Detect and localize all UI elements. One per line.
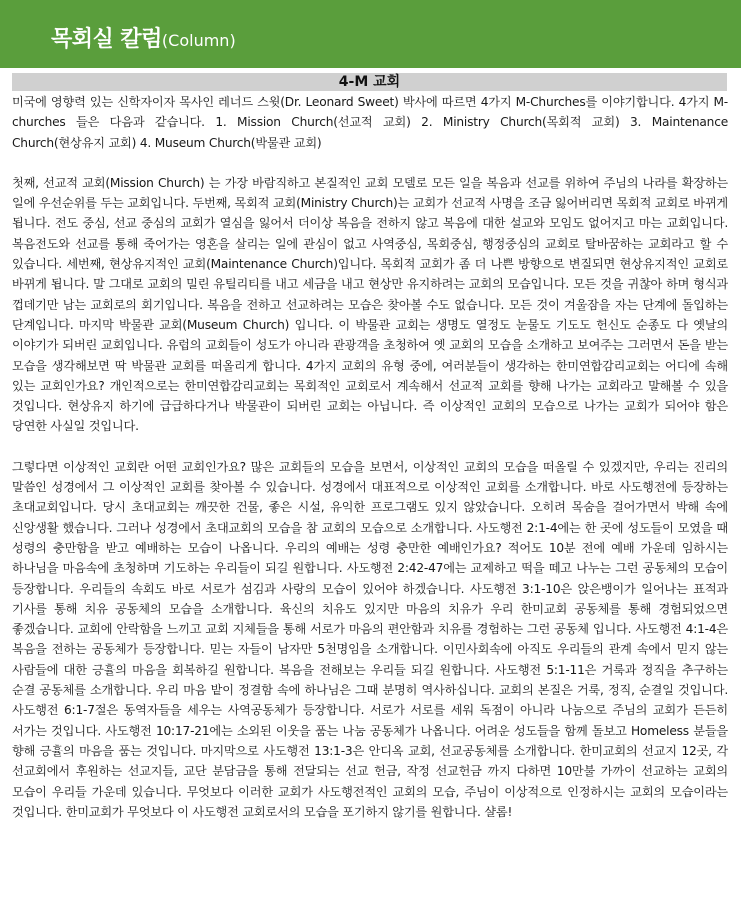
article-paragraph-four-types: 첫째, 선교적 교회(Mission Church) 는 가장 바람직하고 본질적인 교회 모델로 모든 일을 복음과 선교를 위하여 주님의 나라를 확장하는 일에 우선순위를 두는 교회입니다. 두번째, 목회적 교회(Ministry Church)는 교회가 선교적 사명을 조금 잃어버리면 목회적 교회로 바뀌게 됩니다. 전도 중심, 선교 중심의 교회가 열심을 잃어서 더이상 복음을 전하지 않고 복음에 대한 설교와 모임도 없어지고 마는 교회입니다. 복음전도와 선교를 통해 죽어가는 영혼을 살리는 일에 관심이 없고 사역중심, 목회중심, 행정중심의 교회로 탈바꿈하는 교회라고 할 수 있습니다. 세번째, 현상유지적인 교회(Maintenance Church)입니다. 목회적 교회가 좀 더 나쁜 방향으로 변질되면 현상유지적인 교회로 바뀌게 됩니다. 말 그대로 교회의 밀린 유틸리티를 내고 세금을 내고 현상만 유지하려는 교회의 모습입니다. 모든 것을 귀찮아 하며 형식과 껍데기만 남는 교회로의 회기입니다. 복음을 전하고 선교하려는 모습은 찾아볼 수도 없습니다. 모든 것이 겨울잠을 자는 단계에 돌입하는 단계입니다. 마지막 박물관 교회(Museum Church) 입니다. 이 박물관 교회는 생명도 열정도 눈물도 기도도 헌신도 순종도 다 옛날의 이야기가 되버린 교회입니다. 유럽의 교회들이 성도가 아니라 관광객을 초청하여 옛 교회의 모습을 소개하고 보여주는 그러면서 돈을 받는 모습을 생각해보면 딱 박물관 교회를 떠올리게 합니다. 4가지 교회의 유형 중에, 여러분들이 생각하는 한미연합감리교회는 어디에 속해 있는 교회인가요? 개인적으로는 한미연합감리교회는 목회적인 교회로서 계속해서 선교적 교회를 향해 나가는 교회라고 말해볼 수 있을 것입니다. 현상유지 하기에 급급하다거나 박물관이 되버린 교회는 아닙니다. 즉 이상적인 교회의 모습으로 나가는 교회가 되어야 함은 당연한 사실일 것입니다. [12, 175, 728, 434]
article-body [12, 92, 728, 822]
column-title-english: (Column) [161, 31, 236, 50]
article-paragraph-ideal-church: 그렇다면 이상적인 교회란 어떤 교회인가요? 많은 교회들의 모습을 보면서, 이상적인 교회의 모습을 떠올릴 수 있겠지만, 우리는 진리의 말씀인 성경에서 그 이상적인 교회를 찾아볼 수 있습니다. 성경에서 대표적으로 이상적인 교회를 소개합니다. 바로 사도행전에 등장하는 초대교회입니다. 당시 초대교회는 깨끗한 건물, 좋은 시설, 유익한 프로그램도 있지 않았습니다. 오히려 목숨을 걸어가면서 박해 속에 신앙생활 했습니다. 그러나 성경에서 초대교회의 모습을 참 교회의 모습으로 소개합니다. 사도행전 2:1-4에는 한 곳에 성도들이 모였을 때 성령의 충만함을 받고 예배하는 모습이 나옵니다. 우리의 예배는 성령 충만한 예배인가요? 적어도 10분 전에 예배 가운데 임하시는 하나님을 마음속에 초청하며 기도하는 우리들이 되길 원합니다. 사도행전 2:42-47에는 교제하고 떡을 떼고 나누는 그런 공동체의 모습이 등장합니다. 우리들의 속회도 바로 서로가 섬김과 사랑의 모습이 있어야 하겠습니다. 사도행전 3:1-10은 앉은뱅이가 일어나는 표적과 기사를 통해 치유 공동체의 모습을 소개합니다. 육신의 치유도 있지만 마음의 치유가 우리 한미교회 공동체를 통해 경험되었으면 좋겠습니다. 교회에 안락함을 느끼고 교회 지체들을 통해 서로가 마음의 편안함과 치유를 경험하는 그런 공동체 입니다. 사도행전 4:1-4은 복음을 전하는 공동체가 등장합니다. 믿는 자들이 남자만 5천명임을 소개합니다. 이민사회속에 아직도 우리들의 관계 속에서 믿지 않는 사람들에 대한 긍휼의 마음을 회복하길 원합니다. 복음을 전해보는 우리들 되길 원합니다. 사도행전 5:1-11은 거룩과 정직을 추구하는 순결 공동체를 소개합니다. 우리 마음 밭이 정결함 속에 하나님은 그때 분명히 역사하십니다. 교회의 본질은 거룩, 정직, 순결일 것입니다. 사도행전 6:1-7절은 동역자들을 세우는 사역공동체가 등장합니다. 서로가 서로를 세워 독점이 아니라 나눔으로 주님의 교회가 든든히 서가는 것입니다. 사도행전 10:17-21에는 소외된 이웃을 품는 나눔 공동체가 나옵니다. 어려운 성도들을 함께 돌보고 Homeless 분들을 향해 긍휼의 마음을 품는 것입니다. 마지막으로 사도행전 13:1-3은 안디옥 교회, 선교공동체를 소개합니다. 한미교회의 선교지 12곳, 각 선교회에서 후원하는 선교지들, 교단 분담금을 통해 전달되는 선교 헌금, 작정 선교헌금 까지 다하면 10만불 가까이 선교하는 교회의 모습이 우리들 가운데 있습니다. 무엇보다 이러한 교회가 사도행전적인 교회의 모습, 주님이 이상적으로 인정하시는 교회의 모습이라는 것입니다. 한미교회가 무엇보다 이 사도행전 교회로서의 모습을 포기하지 않기를 원합니다. 샬롬! [12, 459, 728, 819]
paragraph-spacer [12, 437, 728, 457]
article-paragraph-intro: 미국에 영향력 있는 신학자이자 목사인 레너드 스윗(Dr. Leonard Sweet) 박사에 따르면 4가지 M-Churches를 이야기합니다. 4가지 M-churches 들은 다음과 같습니다. 1. Mission Church(선교적 교회) 2. Ministry Church(목회적 교회) 3. Maintenance Church(현상유지 교회) 4. Museum Church(박물관 교회) [12, 95, 728, 150]
paragraph-spacer [12, 153, 728, 173]
column-header-title [51, 22, 236, 53]
column-header-banner [0, 0, 741, 68]
article-title: 4-M 교회 [12, 73, 727, 91]
column-title-korean: 목회실 칼럼 [51, 27, 162, 52]
